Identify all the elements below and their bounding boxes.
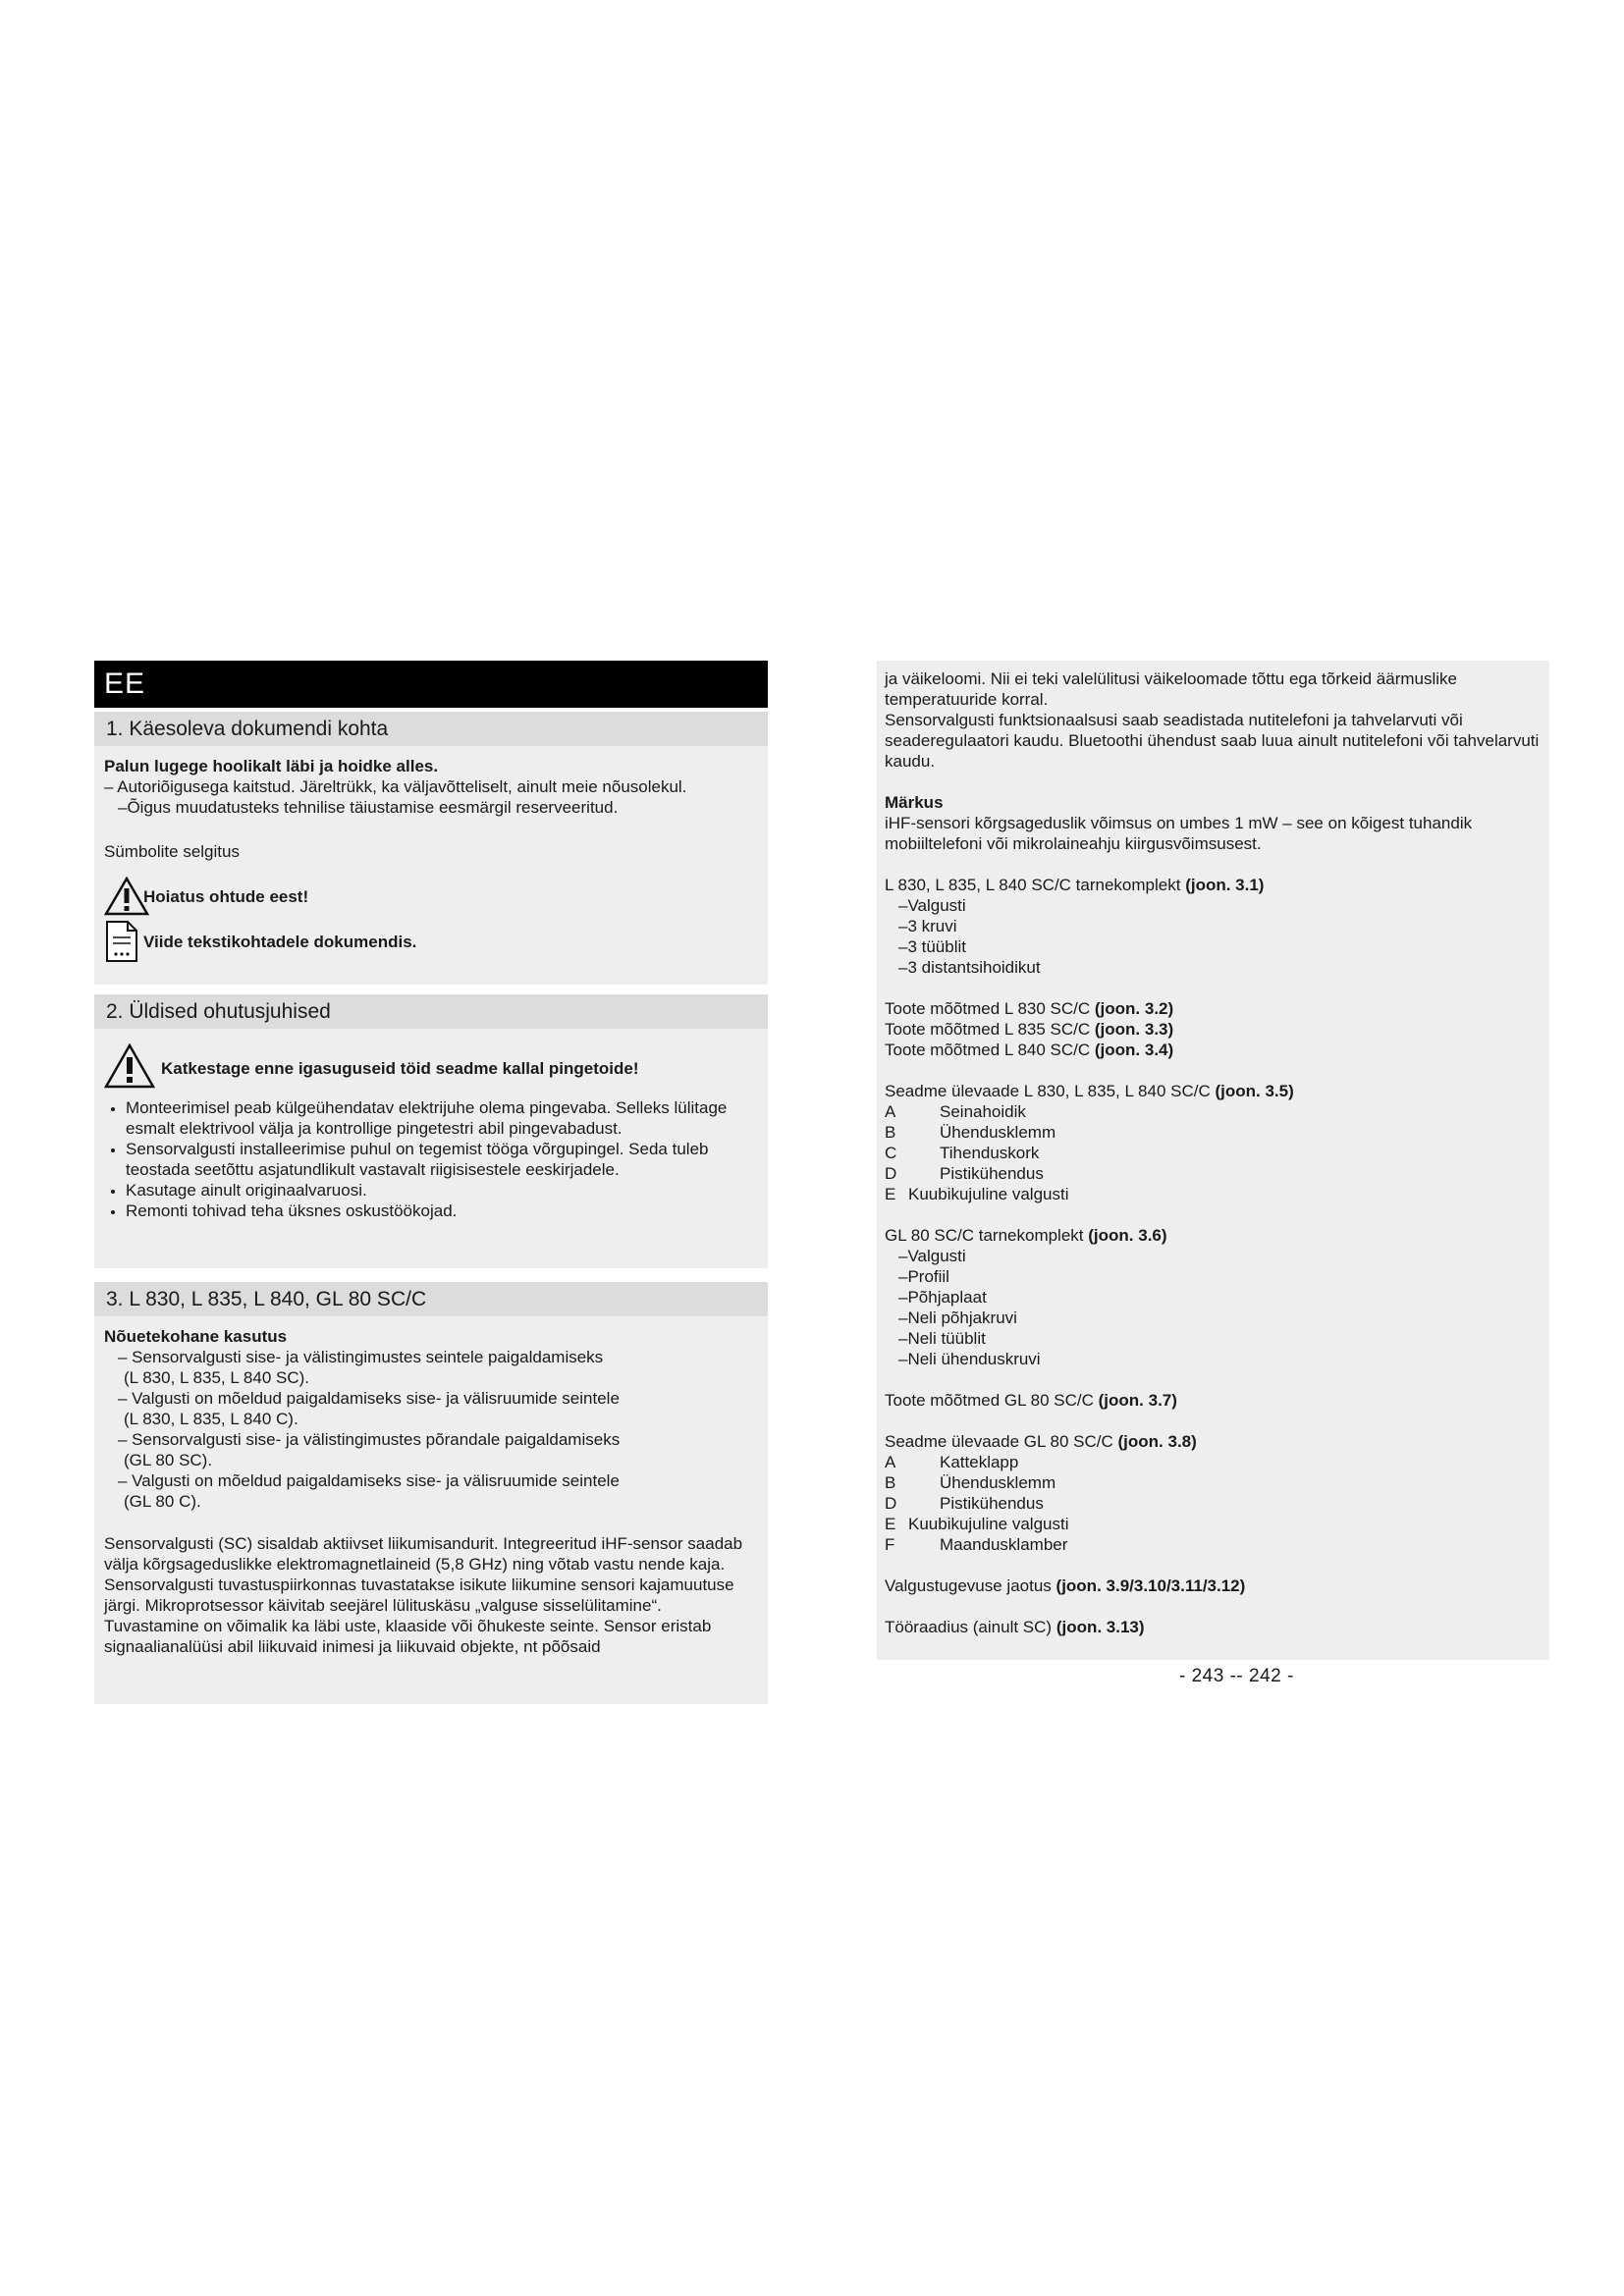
list-item: • Kasutage ainult originaalvaruosi. <box>126 1180 756 1201</box>
figure-reference: (joon. 3.7) <box>1098 1391 1177 1410</box>
usage-item <box>104 1470 756 1512</box>
item-letter: C <box>885 1144 897 1162</box>
usage-line: – Valgusti on mõeldud paigaldamiseks sise- ja välisruumide seintele <box>118 1471 620 1490</box>
item-label: Pistikühendus <box>940 1494 1044 1513</box>
section-1-lead: Palun lugege hoolikalt läbi ja hoidke alles. <box>104 757 439 775</box>
item-letter: E <box>885 1185 896 1203</box>
warning-text: Katkestage enne igasuguseid töid seadme kallal pingetoide! <box>161 1058 639 1078</box>
figure-reference: (joon. 3.6) <box>1088 1226 1167 1245</box>
warning-triangle-icon <box>104 1043 155 1094</box>
list-item: • Monteerimisel peab külgeühendatav elektrijuhe olema pingevaba. Selleks lülitage esmalt elektrivool välja ja kontrollige pingetestri abil pingevabadust. <box>126 1097 756 1139</box>
overview-row <box>885 1472 1542 1493</box>
left-column <box>94 661 768 1660</box>
list-item: –Valgusti <box>898 1247 966 1265</box>
heading-text: Valgustugevuse jaotus <box>885 1576 1056 1595</box>
overview-row <box>885 1101 1542 1122</box>
heading-text: L 830, L 835, L 840 SC/C tarnekomplekt <box>885 876 1186 894</box>
list-item: –Profiil <box>898 1267 949 1286</box>
item-letter: D <box>885 1164 897 1183</box>
kit-l-heading <box>885 875 1542 895</box>
kit-gl-list <box>885 1246 1542 1369</box>
dimension-line <box>885 998 1542 1019</box>
overview-row <box>885 1143 1542 1163</box>
dimension-text: Toote mõõtmed GL 80 SC/C <box>885 1391 1099 1410</box>
note-text: iHF-sensori kõrgsageduslik võimsus on umbes 1 mW – see on kõigest tuhandik mobiiltelefoni või mikrolaineahju kiirgusvõimsusest. <box>885 814 1473 853</box>
figure-reference: (joon. 3.8) <box>1117 1432 1197 1451</box>
item-letter: A <box>885 1102 896 1121</box>
overview-row <box>885 1514 1542 1534</box>
page-numbers: - 243 -- 242 - <box>1179 1666 1294 1686</box>
working-radius-line <box>885 1617 1542 1637</box>
language-code-bar: EE <box>94 661 768 708</box>
overview-row <box>885 1184 1542 1204</box>
section-3-body <box>94 1316 768 1704</box>
overview-l-heading <box>885 1081 1542 1101</box>
configuration-text: Sensorvalgusti funktsionaalsusi saab seadistada nutitelefoni ja tahvelarvuti või seaderegulaatori kaudu. Bluetoothi ühendust saab luua ainult nutitelefoni või tahvelarvuti kaudu. <box>885 711 1540 771</box>
dimension-text: Toote mõõtmed L 835 SC/C <box>885 1020 1095 1039</box>
figure-reference: (joon. 3.9/3.10/3.11/3.12) <box>1056 1576 1246 1595</box>
continuation-text: ja väikeloomi. Nii ei teki valelülitusi väikeloomade tõttu ega tõrkeid äärmuslike temperatuuride korral. <box>885 669 1457 709</box>
item-label: Maandusklamber <box>940 1535 1068 1554</box>
item-letter: D <box>885 1494 897 1513</box>
item-label: Pistikühendus <box>940 1164 1044 1183</box>
usage-line: – Sensorvalgusti sise- ja välistingimustes põrandale paigaldamiseks <box>118 1430 621 1449</box>
item-label: Ühendusklemm <box>940 1123 1056 1142</box>
overview-row <box>885 1163 1542 1184</box>
list-item: –Põhjaplaat <box>898 1288 987 1307</box>
item-label: Katteklapp <box>940 1453 1019 1471</box>
figure-reference: (joon. 3.1) <box>1185 876 1265 894</box>
dimension-text: Toote mõõtmed L 840 SC/C <box>885 1041 1095 1059</box>
overview-row <box>885 1493 1542 1514</box>
usage-line: (GL 80 SC). <box>124 1451 213 1469</box>
usage-line: (L 830, L 835, L 840 SC). <box>124 1368 310 1387</box>
usage-line: (GL 80 C). <box>124 1492 201 1511</box>
usage-item <box>104 1347 756 1388</box>
right-column <box>877 661 1549 1660</box>
item-letter: B <box>885 1123 896 1142</box>
item-letter: E <box>885 1515 896 1533</box>
heading-text: Tööraadius (ainult SC) <box>885 1618 1056 1636</box>
overview-row <box>885 1534 1542 1555</box>
list-item: • Sensorvalgusti installeerimise puhul on tegemist tööga võrgupingel. Seda tuleb teostada seetõttu asjatundlikult vastavalt riigisisestele eeskirjadele. <box>126 1139 756 1180</box>
section-2-title: 2. Üldised ohutusjuhised <box>94 994 768 1029</box>
figure-reference: (joon. 3.5) <box>1215 1082 1294 1100</box>
note-heading: Märkus <box>885 793 944 812</box>
kit-l-list <box>885 895 1542 978</box>
list-item: –Neli ühenduskruvi <box>898 1350 1041 1368</box>
dimension-line <box>885 1040 1542 1060</box>
item-letter: A <box>885 1453 896 1471</box>
heading-text: Seadme ülevaade GL 80 SC/C <box>885 1432 1118 1451</box>
list-item: –3 distantsihoidikut <box>898 958 1041 977</box>
symbol-row-reference <box>104 921 756 962</box>
dimension-line <box>885 1390 1542 1411</box>
list-item: –Valgusti <box>898 896 966 915</box>
list-item: –3 kruvi <box>898 917 957 935</box>
symbols-heading: Sümbolite selgitus <box>104 842 240 861</box>
section-3-title: 3. L 830, L 835, L 840, GL 80 SC/C <box>94 1282 768 1316</box>
section-2-body <box>94 1029 768 1268</box>
item-letter: F <box>885 1535 895 1554</box>
usage-line: (L 830, L 835, L 840 C). <box>124 1410 298 1428</box>
figure-reference: (joon. 3.13) <box>1056 1618 1145 1636</box>
list-item: –Neli põhjakruvi <box>898 1308 1017 1327</box>
figure-reference: (joon. 3.3) <box>1094 1020 1174 1039</box>
usage-line: – Valgusti on mõeldud paigaldamiseks sise- ja välisruumide seintele <box>118 1389 620 1408</box>
section-1-body <box>94 746 768 985</box>
list-item: –Neli tüüblit <box>898 1329 986 1348</box>
section-1-item: –Õigus muudatusteks tehnilise täiustamise eesmärgil reserveeritud. <box>118 798 619 817</box>
safety-bullet-list <box>104 1097 756 1221</box>
overview-row <box>885 1452 1542 1472</box>
sensor-description: Sensorvalgusti (SC) sisaldab aktiivset liikumisandurit. Integreeritud iHF-sensor saadab välja kõrgsageduslikke elektromagnetlaineid (5,8 GHz) ning võtab vastu nende kaja. Sensorvalgusti tuvastuspiirkonnas tuvastatakse isikute liikumine sensori kajamuutuse järgi. Mikroprotsessor käivitab seejärel lülituskäsu „valguse sisselülitamine“. Tuvastamine on võimalik ka läbi uste, klaaside või õhukeste seinte. Sensor eristab signaalianalüüsi abil liikuvaid inimesi ja liikuvaid objekte, nt põõsaid <box>104 1534 743 1656</box>
item-letter: B <box>885 1473 896 1492</box>
usage-line: – Sensorvalgusti sise- ja välistingimustes seintele paigaldamiseks <box>118 1348 604 1366</box>
usage-item <box>104 1388 756 1429</box>
dimension-line <box>885 1019 1542 1040</box>
usage-item <box>104 1429 756 1470</box>
symbol-label: Viide tekstikohtadele dokumendis. <box>143 932 417 951</box>
heading-text: GL 80 SC/C tarnekomplekt <box>885 1226 1089 1245</box>
figure-reference: (joon. 3.2) <box>1094 999 1174 1018</box>
dimension-text: Toote mõõtmed L 830 SC/C <box>885 999 1095 1018</box>
section-1-item: – Autoriõigusega kaitstud. Järeltrükk, ka väljavõtteliselt, ainult meie nõusolekul. <box>104 777 687 796</box>
overview-row <box>885 1122 1542 1143</box>
item-label: Kuubikujuline valgusti <box>908 1185 1069 1203</box>
light-distribution-line <box>885 1575 1542 1596</box>
figure-reference: (joon. 3.4) <box>1094 1041 1174 1059</box>
list-item: • Remonti tohivad teha üksnes oskustöökojad. <box>126 1201 756 1221</box>
item-label: Kuubikujuline valgusti <box>908 1515 1069 1533</box>
heading-text: Seadme ülevaade L 830, L 835, L 840 SC/C <box>885 1082 1216 1100</box>
warning-row <box>104 1044 756 1092</box>
usage-heading: Nõuetekohane kasutus <box>104 1327 288 1346</box>
symbol-label: Hoiatus ohtude eest! <box>143 886 309 906</box>
list-item: –3 tüüblit <box>898 937 966 956</box>
item-label: Tihenduskork <box>940 1144 1040 1162</box>
kit-gl-heading <box>885 1225 1542 1246</box>
section-1-title: 1. Käesoleva dokumendi kohta <box>94 712 768 746</box>
symbol-row-warning <box>104 876 756 917</box>
overview-gl-heading <box>885 1431 1542 1452</box>
item-label: Ühendusklemm <box>940 1473 1056 1492</box>
item-label: Seinahoidik <box>940 1102 1026 1121</box>
